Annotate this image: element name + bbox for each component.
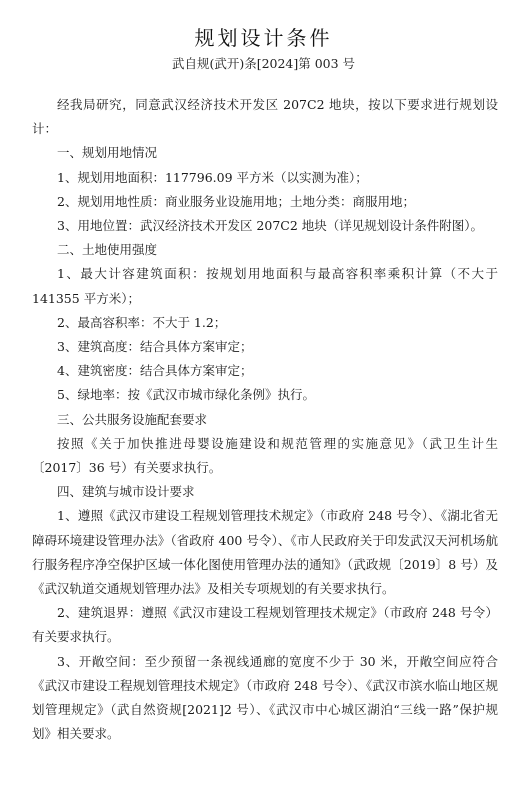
list-item: 3、开敞空间：至少预留一条视线通廊的宽度不少于 30 米，开敞空间应符合《武汉市建设工程规划管理技术规定》（市政府 248 号令）、《武汉市滨水临山地区规划管理规定》（武自然资规[2021]2 号）、《武汉市中心城区湖泊“三线一路”保护规划》相关要求。 xyxy=(32,653,498,742)
list-item: 3、用地位置：武汉经济技术开发区 207C2 地块（详见规划设计条件附图）。 xyxy=(57,218,484,234)
document-title: 规划设计条件 xyxy=(194,26,333,50)
section-heading: 三、公共服务设施配套要求 xyxy=(57,411,208,427)
section-heading: 二、土地使用强度 xyxy=(57,242,158,258)
section-heading: 四、建筑与城市设计要求 xyxy=(57,484,195,500)
list-item: 1、规划用地面积：117796.09 平方米（以实测为准）； xyxy=(57,169,368,185)
list-item: 5、绿地率：按《武汉市城市绿化条例》执行。 xyxy=(57,387,315,403)
list-item: 1、遵照《武汉市建设工程规划管理技术规定》（市政府 248 号令）、《湖北省无障碍环境建设管理办法》（省政府 400 号令）、《市人民政府关于印发武汉天河机场航行服务程序净空保护区域一体化图使用管理办法的通知》（武政规〔2019〕8 号）及《武汉轨道交通规划管理办法》及相关专项规划的有关要求执行。 xyxy=(32,508,498,597)
list-item: 2、建筑退界：遵照《武汉市建设工程规划管理技术规定》（市政府 248 号令）有关要求执行。 xyxy=(32,605,498,645)
body-paragraph: 按照《关于加快推进母婴设施建设和规范管理的实施意见》（武卫生计生〔2017〕36 号）有关要求执行。 xyxy=(32,435,498,476)
section-heading: 一、规划用地情况 xyxy=(57,145,158,161)
list-item: 4、建筑密度：结合具体方案审定； xyxy=(57,363,253,379)
list-item: 1、最大计容建筑面积：按规划用地面积与最高容积率乘积计算（不大于 141355 平方米）； xyxy=(32,266,498,306)
document-number: 武自规(武开)条[2024]第 003 号 xyxy=(171,56,356,71)
intro-paragraph: 经我局研究，同意武汉经济技术开发区 207C2 地块，按以下要求进行规划设计： xyxy=(32,97,498,137)
list-item: 3、建筑高度：结合具体方案审定； xyxy=(57,339,253,355)
document-body xyxy=(32,93,498,746)
list-item: 2、规划用地性质：商业服务业设施用地；土地分类：商服用地； xyxy=(57,193,415,209)
list-item: 2、最高容积率：不大于 1.2； xyxy=(57,314,227,330)
